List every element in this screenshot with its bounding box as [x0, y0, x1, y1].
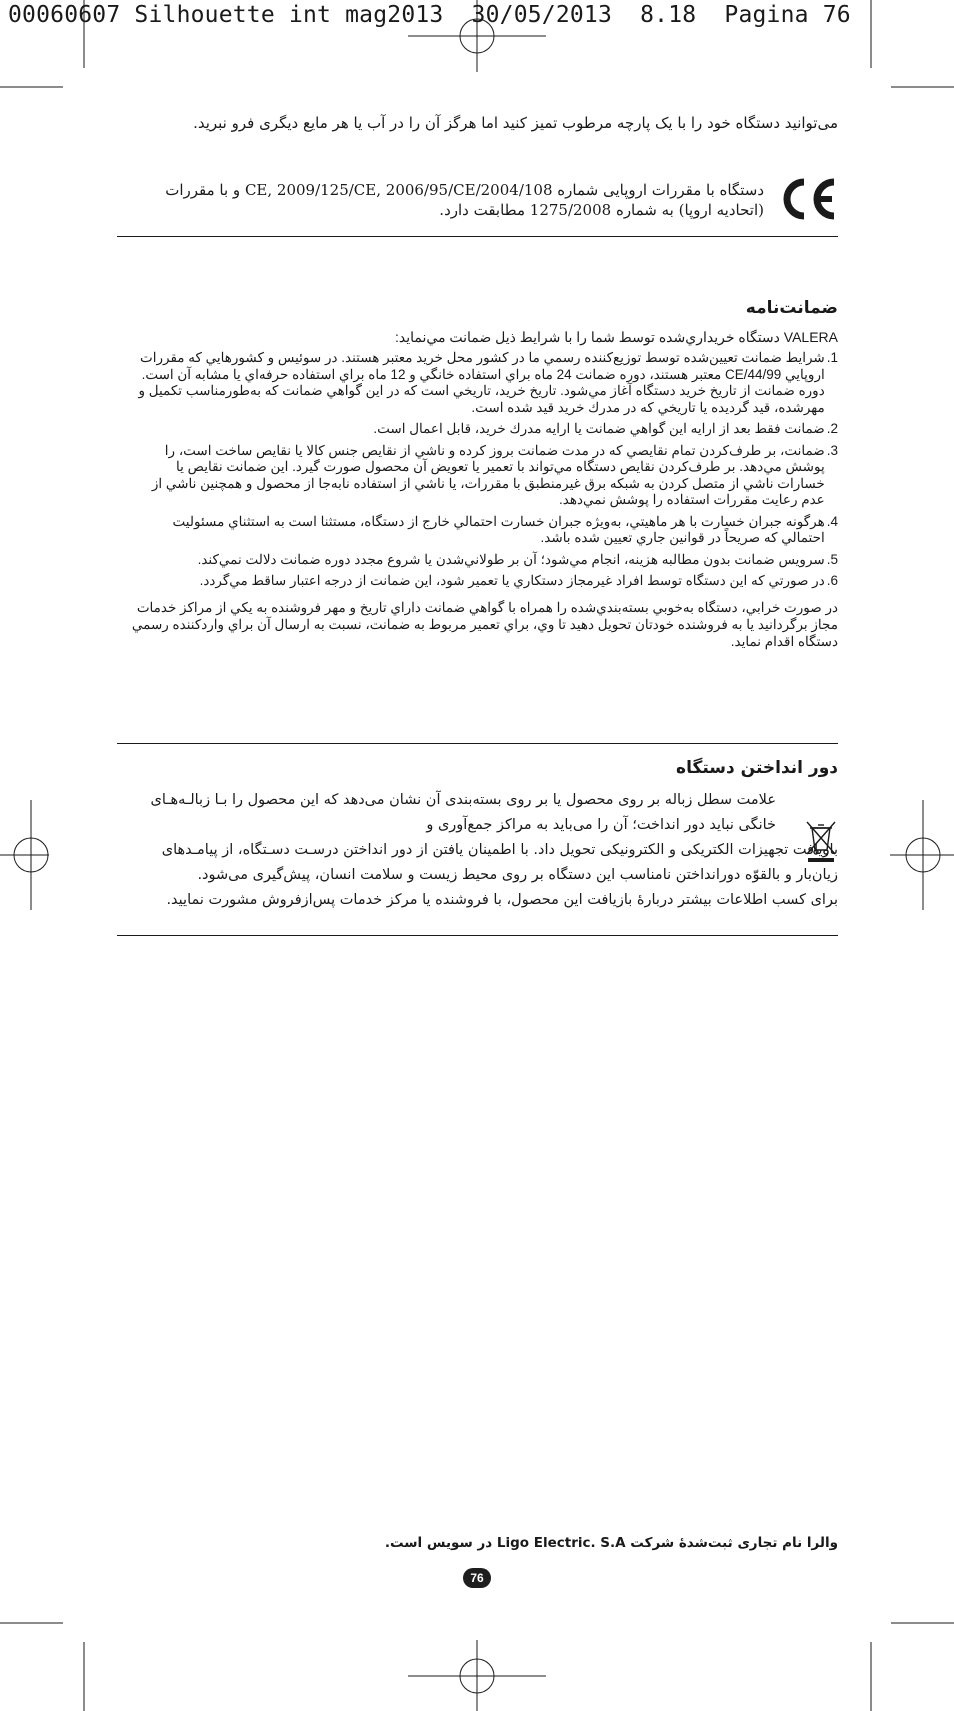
term-text: در صورتي كه اين دستگاه توسط افراد غيرمجاز دستكاري يا تعمير شود، اين ضمانت از درجه اعتبار ساقط مي‌گردد. [199, 573, 825, 588]
disposal-title: دور انداختن دستگاه [676, 758, 838, 778]
warranty-term [117, 350, 838, 416]
warranty-terms-list [117, 350, 838, 590]
warranty-return-instructions: در صورت خرابي، دستگاه به‌خوبي بسته‌بندي‌شده را همراه با گواهي ضمانت داراي تاريخ و مهر فروشنده به يكي از مراكز خدمات مجاز برگردانيد يا به فروشنده خودتان تحويل دهيد تا وي، براي تعمير مربوط به ضمانت، نسبت به ارسال آن براي واردكننده رسمي دستگاه اقدام نمايد. [131, 599, 838, 649]
disposal-line: زیان‌بار و بالقوّه دورانداختن نامناسب این دستگاه بر روی محیط زیست و سلامت انسان، پیش‌گیری می‌شود. [197, 867, 838, 883]
disposal-section [117, 758, 838, 913]
disposal-line: بازیافت تجهیزات الکتریکی و الکترونیکی تحویل داد. با اطمینان یافتن از دور انداختن درسـت دسـتگاه، از پیامـدهای [161, 842, 838, 858]
disposal-line: برای کسب اطلاعات بیشتر دربارهٔ بازیافت این محصول، با فروشنده یا مرکز خدمات پس‌ازفروش مشورت نمایید. [166, 892, 838, 908]
compliance-text: دستگاه با مقررات اروپایی شماره 2004/108/CE, 2009/125/CE, 2006/95/CE و با مقررات (اتحادیه اروپا) به شماره 1275/2008 مطابقت دارد. [165, 181, 764, 219]
warranty-term [117, 421, 838, 438]
disposal-body [117, 788, 838, 913]
crossed-bin-icon [804, 818, 838, 864]
trademark-note: والرا نام تجاری ثبت‌شدهٔ شرکت Ligo Electric. S.A در سویس است. [384, 1535, 838, 1551]
term-number: 1. [826, 350, 838, 365]
term-text: ضمانت، بر طرف‌كردن تمام نقايصي كه در مدت ضمانت بروز كرده و ناشي از نقايص جنس كالا يا نقايص ساخت است، را پوشش مي‌دهد. بر طرف‌كردن نقايص دستگاه مي‌تواند با تعمير يا تعويض آن محصول صورت گيرد. اين ضمانت نقايص يا خسارات ناشي از متصل كردن به شبكه برق غيرمنطبق با مقررات، يا ناشي از استفاده نابه‌جا از محصول و همچنين ناشي از عدم رعايت مقررات استفاده را پوشش نمي‌دهد. [151, 442, 825, 507]
divider [117, 743, 838, 744]
warranty-title: ضمانت‌نامه [745, 298, 838, 318]
ce-mark-icon [776, 176, 838, 222]
divider [117, 935, 838, 936]
registration-mark-icon [408, 0, 546, 72]
term-text: ضمانت فقط بعد از ارايه اين گواهي ضمانت يا ارايه مدرك خريد، قابل اعمال است. [373, 421, 825, 436]
term-text: شرايط ضمانت تعيين‌شده توسط توزيع‌كننده رسمي ما در كشور محل خريد معتبر هستند. در سوئيس و كشورهايي كه مقررات اروپايي 44/99/CE معتبر هستند، دوره ضمانت 24 ماه براي استفاده خانگي و 12 ماه براي استفاده حرفه‌اي يا مشابه آن است. دوره ضمانت از تاريخ خريد دستگاه آغاز مي‌شود. تاريخ خريد، تاريخي است كه در اين گواهي ضمانت كه به‌طورمناسب تكميل و مهرشده، قيد گرديده يا تاريخي كه در مدرك خريد قيد شده است. [138, 350, 825, 415]
compliance-block [117, 176, 838, 226]
warranty-term [117, 573, 838, 590]
cleaning-instructions: می‌توانید دستگاه خود را با یک پارچه مرطوب تمیز کنید اما هرگز آن را در آب یا هر مایع دیگری فرو نبرید. [193, 114, 838, 132]
disposal-line: علامت سطل زباله بر روی محصول یا بر روی بسته‌بندی آن نشان می‌دهد که این محصول را بـا زبالـه‌هـای [150, 792, 776, 808]
page-number: 76 [463, 1568, 491, 1588]
term-text: سرويس ضمانت بدون مطالبه هزينه، انجام مي‌شود؛ آن بر طولاني‌شدن يا شروع مجدد دوره ضمانت دلالت نمي‌كند. [197, 551, 825, 567]
registration-mark-icon [0, 800, 49, 910]
warranty-section [117, 298, 838, 650]
printer-slug-line: 00060607 Silhouette int mag2013 30/05/2013 8.18 Pagina 76 [8, 2, 851, 28]
term-number: 2. [826, 421, 838, 436]
term-number: 5. [826, 551, 838, 567]
registration-mark-icon [890, 800, 954, 910]
divider [117, 236, 838, 237]
term-number: 3. [826, 442, 838, 458]
warranty-term [117, 514, 838, 547]
warranty-term [117, 443, 838, 509]
term-number: 4. [826, 513, 838, 529]
warranty-term [117, 552, 838, 569]
disposal-line: خانگی نباید دور انداخت؛ آن را می‌باید به مراکز جمع‌آوری و [426, 817, 776, 833]
term-text: هرگونه جبران خسارت با هر ماهيتي، به‌ويژه جبران خسارت احتمالي خارج از دستگاه، مستثنا است به استثناي مسئوليت احتمالي كه صريحاً در قوانين جاري تعيين شده باشد. [172, 513, 825, 545]
term-number: 6. [826, 573, 838, 588]
warranty-intro: VALERA دستگاه خريداري‌شده توسط شما را با شرايط ذيل ضمانت مي‌نمايد: [394, 329, 838, 345]
registration-mark-icon [408, 1640, 546, 1711]
